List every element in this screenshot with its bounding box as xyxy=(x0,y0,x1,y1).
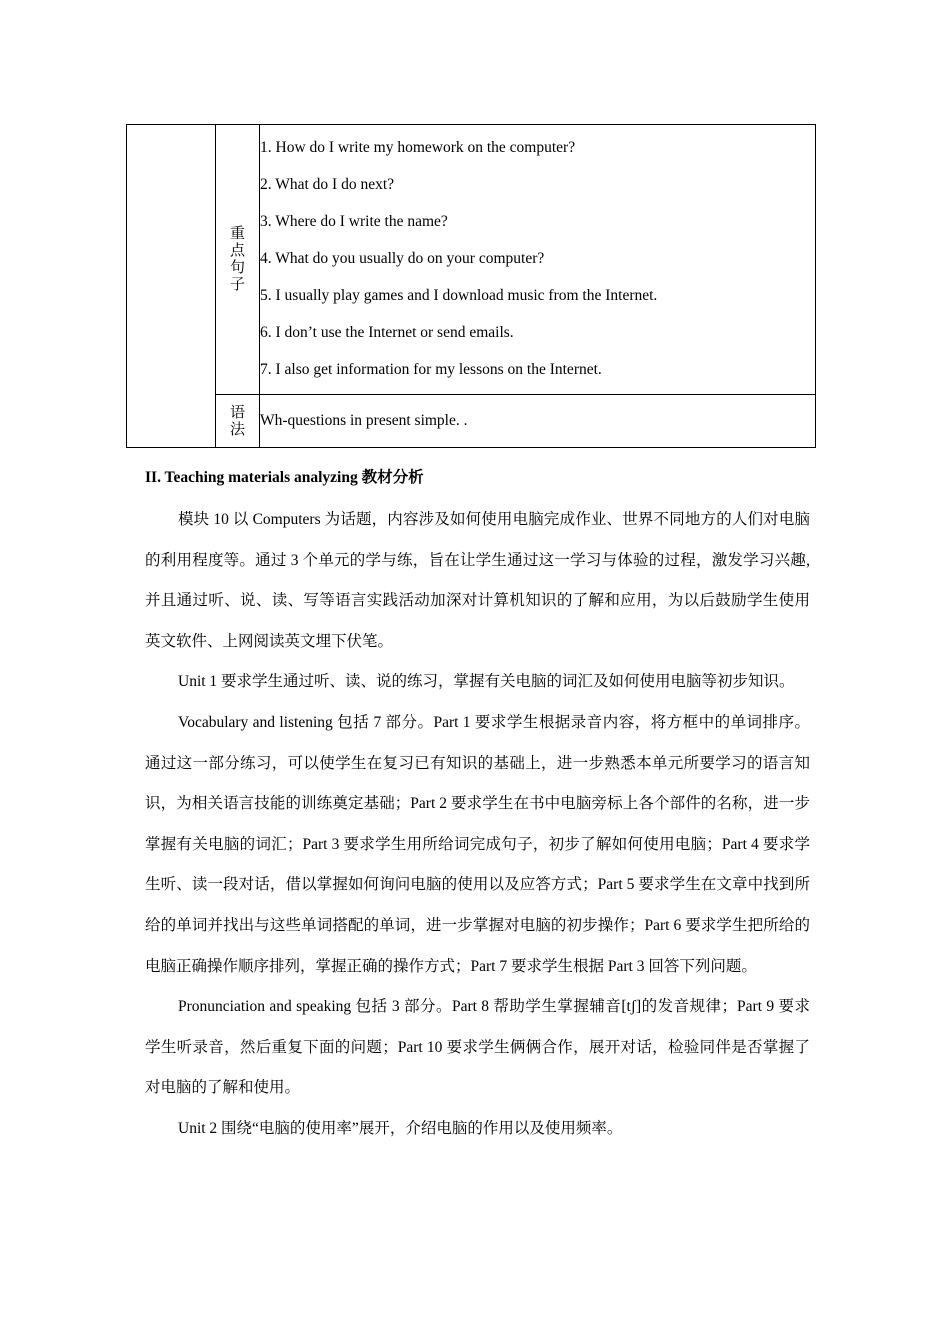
list-item: 6. I don’t use the Internet or send emails. xyxy=(260,324,514,341)
paragraph-unit1: Unit 1 要求学生通过听、读、说的练习，掌握有关电脑的词汇及如何使用电脑等初步知识。 xyxy=(178,673,795,691)
paragraph-module-overview: 模块 10 以 Computers 为话题，内容涉及如何使用电脑完成作业、世界不同地方的人们对电脑的利用程度等。通过 3 个单元的学与练，旨在让学生通过这一学习与体验的过程，激发学习兴趣, 并且通过听、说、读、写等语言实践活动加深对计算机知识的了解和应用，为以后鼓励学生使用英文软件、上网阅读英文埋下伏笔。 xyxy=(145,511,810,650)
paragraph-vocabulary-listening: Vocabulary and listening 包括 7 部分。Part 1 要求学生根据录音内容，将方框中的单词排序。通过这一部分练习，可以使学生在复习已有知识的基础上，进一步熟悉本单元所要学习的语言知识，为相关语言技能的训练奠定基础；Part 2 要求学生在书中电脑旁标上各个部件的名称，进一步掌握有关电脑的词汇；Part 3 要求学生用所给词完成句子，初步了解如何使用电脑；Part 4 要求学生听、读一段对话，借以掌握如何询问电脑的使用以及应答方式；Part 5 要求学生在文章中找到所给的单词并找出与这些单词搭配的单词，进一步掌握对电脑的初步操作；Part 6 要求学生把所给的电脑正确操作顺序排列，掌握正确的操作方式；Part 7 要求学生根据 Part 3 回答下列问题。 xyxy=(145,713,810,975)
sentences-label-cell xyxy=(216,125,260,395)
paragraph-pronunciation-speaking: Pronunciation and speaking 包括 3 部分。Part 8 帮助学生掌握辅音[tʃ]的发音规律；Part 9 要求学生听录音，然后重复下面的问题；Part 10 要求学生俩俩合作，展开对话，检验同伴是否掌握了对电脑的了解和使用。 xyxy=(145,998,810,1097)
list-item: 2. What do I do next? xyxy=(260,176,395,193)
sentences-cell xyxy=(260,125,816,395)
lesson-table xyxy=(126,124,816,448)
list-item: 7. I also get information for my lessons on the Internet. xyxy=(260,361,602,378)
table-blank-cell xyxy=(127,125,216,448)
grammar-label: 语法 xyxy=(229,402,245,438)
list-item: 1. How do I write my homework on the computer? xyxy=(260,139,576,156)
grammar-label-cell xyxy=(216,395,260,448)
sentences-label: 重点句子 xyxy=(229,224,245,293)
sentences-row xyxy=(127,125,816,395)
section-heading: II. Teaching materials analyzing 教材分析 xyxy=(145,469,424,486)
grammar-row xyxy=(127,395,816,448)
paragraph-unit2: Unit 2 围绕“电脑的使用率”展开，介绍电脑的作用以及使用频率。 xyxy=(178,1119,623,1137)
list-item: 3. Where do I write the name? xyxy=(260,213,448,230)
grammar-text: Wh-questions in present simple. . xyxy=(260,412,468,429)
teaching-materials-section xyxy=(145,460,810,1150)
key-sentences-list xyxy=(260,125,815,394)
list-item: 5. I usually play games and I download music from the Internet. xyxy=(260,287,658,304)
list-item: 4. What do you usually do on your computer? xyxy=(260,250,545,267)
grammar-cell xyxy=(260,395,816,448)
